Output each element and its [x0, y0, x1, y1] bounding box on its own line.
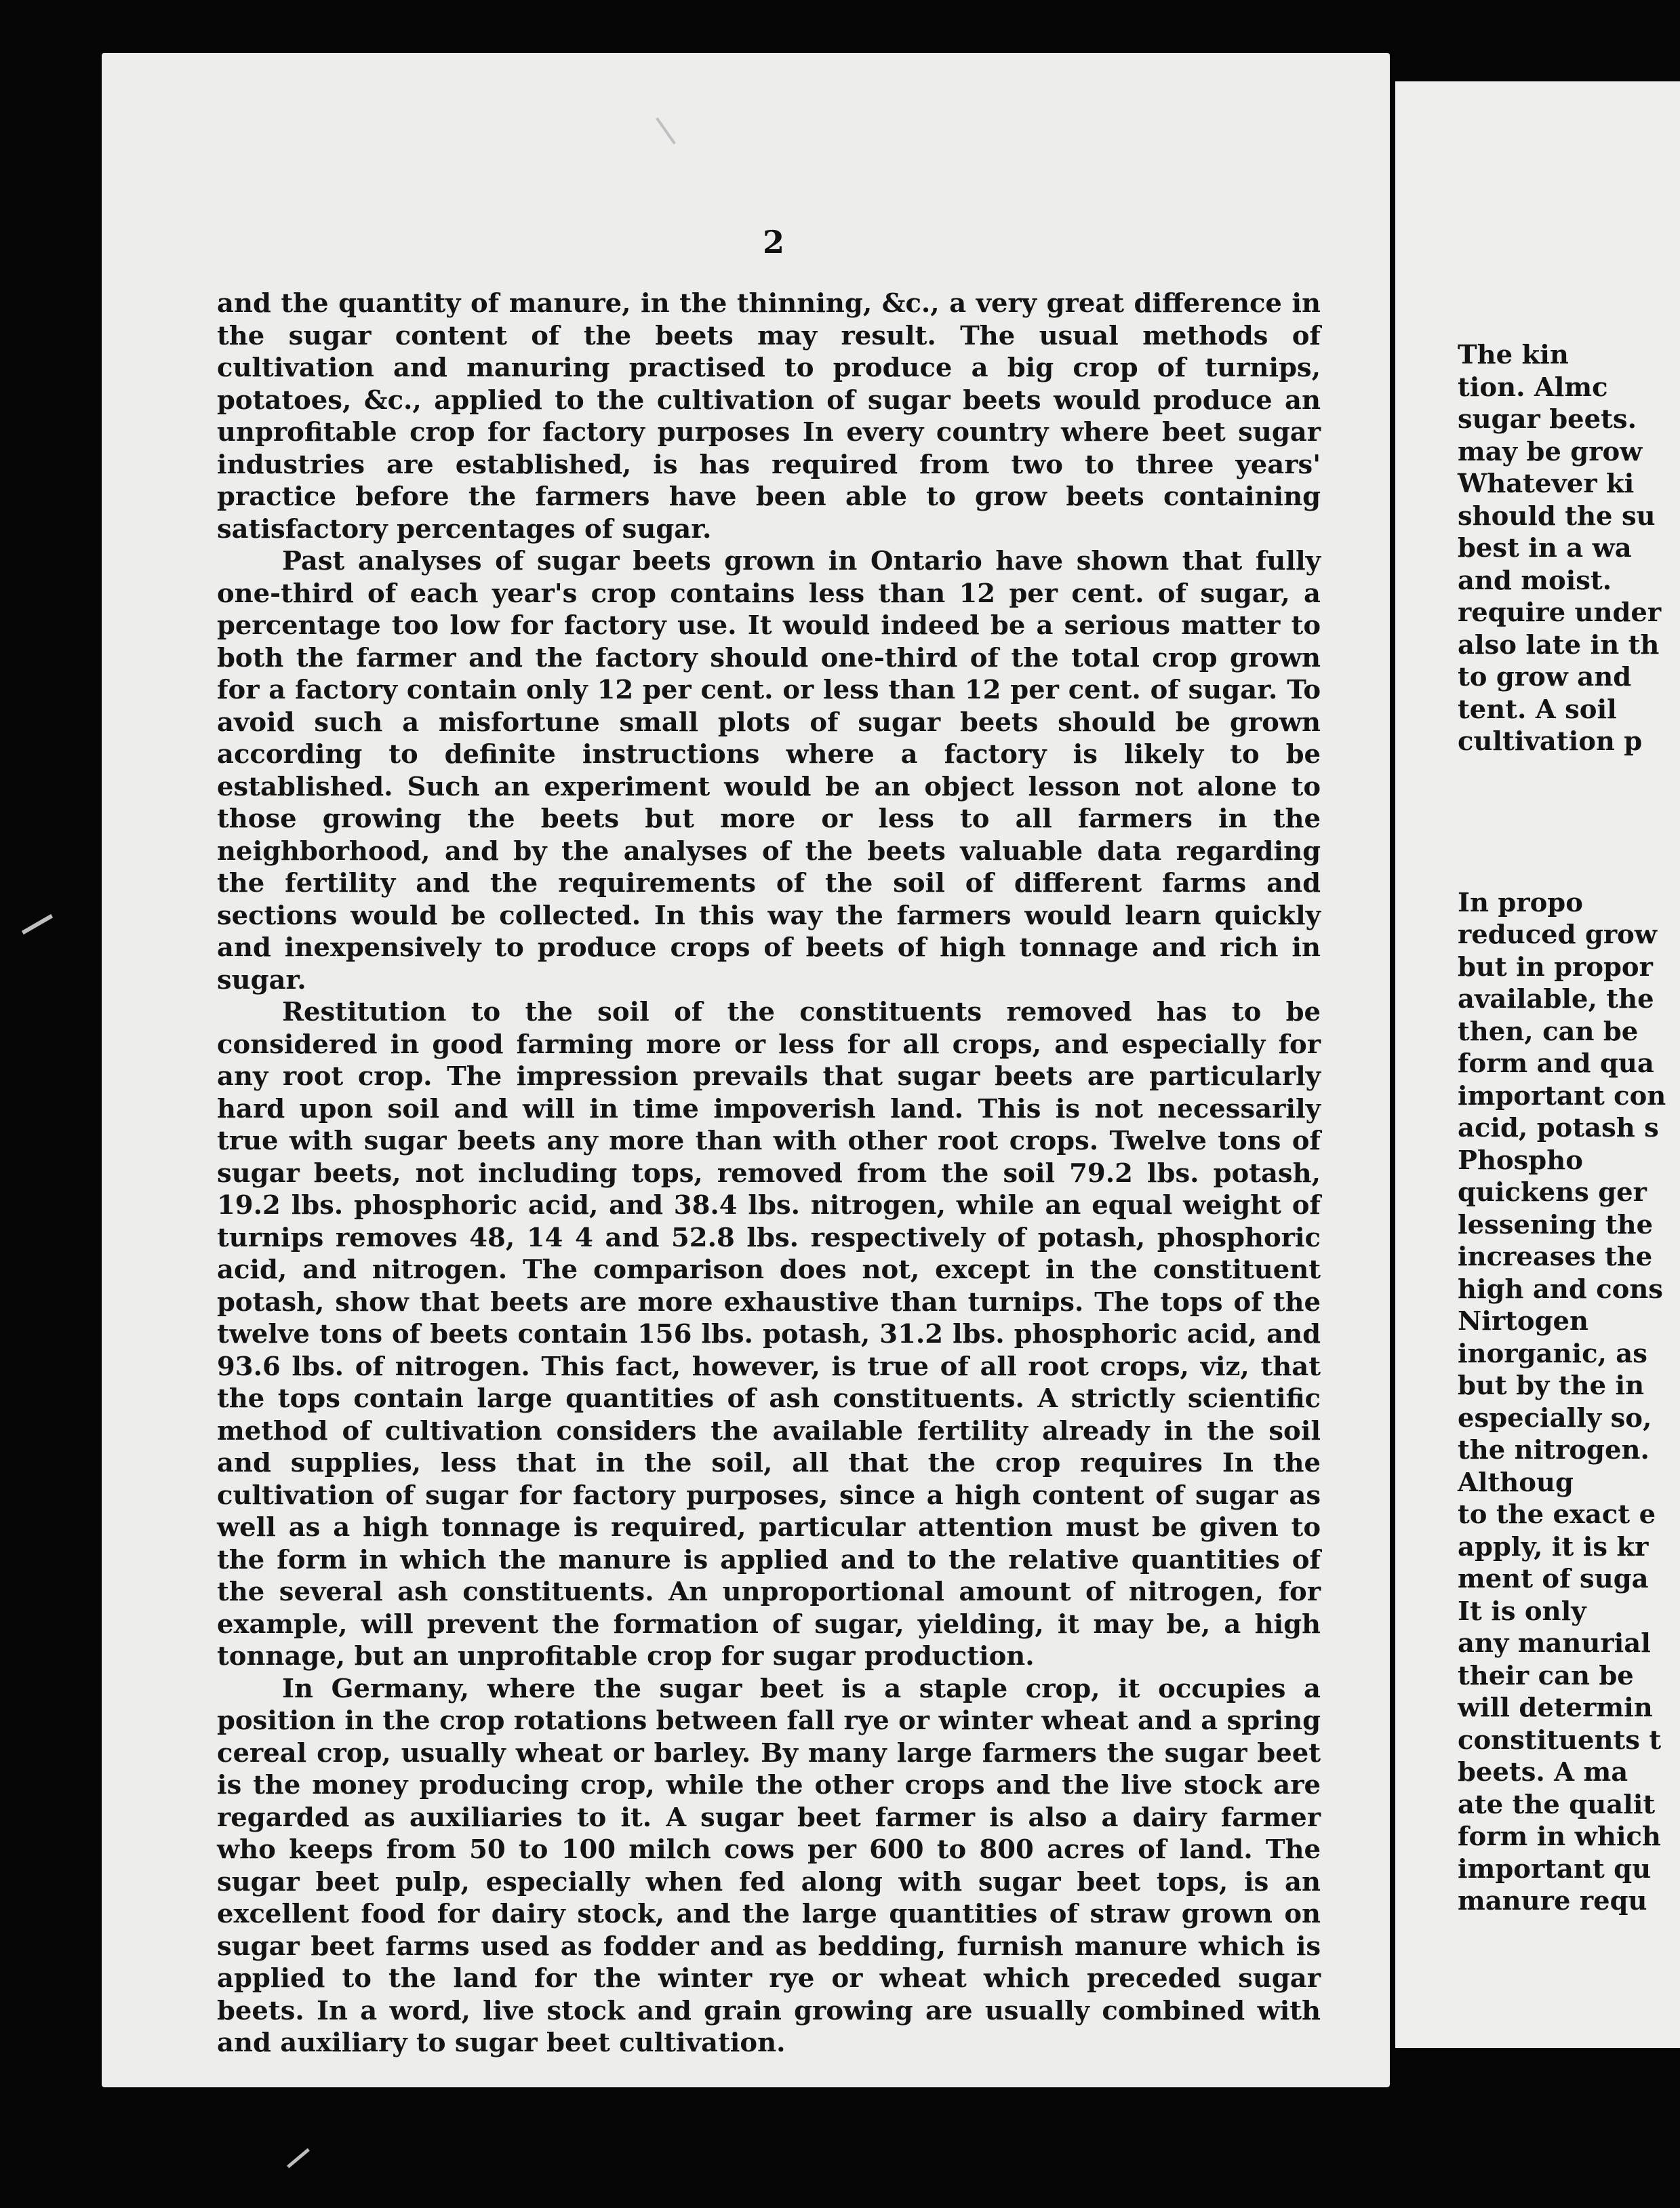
scan-mark: [22, 914, 53, 934]
right-text-line: but by the in: [1458, 1371, 1645, 1401]
page-number: 2: [763, 224, 785, 260]
right-text-line: Althoug: [1458, 1467, 1574, 1498]
right-text-line: quickens ger: [1458, 1177, 1647, 1208]
right-text-line: acid, potash s: [1458, 1113, 1659, 1143]
right-text-line: the nitrogen.: [1458, 1435, 1649, 1465]
right-text-line: ment of suga: [1458, 1564, 1649, 1594]
right-text-line: beets. A ma: [1458, 1757, 1628, 1788]
right-text-line: tent. A soil: [1458, 694, 1617, 725]
right-text-line: also late in th: [1458, 629, 1660, 661]
right-text-line: ate the qualit: [1458, 1789, 1656, 1820]
right-text-block-1: [1458, 339, 1661, 758]
right-text-line: In propo: [1458, 887, 1583, 918]
right-text-line: reduced grow: [1458, 920, 1657, 950]
right-text-line: any manurial: [1458, 1628, 1651, 1659]
main-text: [217, 288, 1321, 2059]
right-text-line: tion. Almc: [1458, 372, 1608, 403]
right-text-line: require under: [1458, 597, 1662, 628]
right-text-line: will determin: [1458, 1693, 1653, 1723]
right-text-line: increases the: [1458, 1242, 1653, 1272]
right-text-line: high and cons: [1458, 1274, 1663, 1305]
right-text-line: available, the: [1458, 984, 1654, 1014]
right-text-line: The kin: [1458, 340, 1569, 370]
paragraph: Past analyses of sugar beets grown in Ontario have shown that fully one-third of each year's crop contains less than 12 per cent. of sugar, a percentage too low for factory use. It would indeed be a serious matter to both the farmer and the factory should one-third of the total crop grown for a factory contain only 12 per cent. or less than 12 per cent. of sugar. To avoid such a misfortune small plots of sugar beets should be grown according to definite instructions where a factory is likely to be established. Such an experiment would be an object lesson not alone to those growing the beets but more or less to all farmers in the neighborhood, and by the analyses of the beets valuable data regarding the fertility and the requirements of the soil of different farms and sections would be collected. In this way the farmers would learn quickly and inexpensively to produce crops of beets of high tonnage and rich in sugar.: [217, 546, 1321, 995]
right-text-line: sugar beets.: [1458, 404, 1637, 435]
paragraph: Restitution to the soil of the constituents removed has to be considered in good farming more or less for all crops, and especially for any root crop. The impression prevails that sugar beets are particularly hard upon soil and will in time impoverish land. This is not necessarily true with sugar beets any more than with other root crops. Twelve tons of sugar beets, not including tops, removed from the soil 79.2 lbs. potash, 19.2 lbs. phosphoric acid, and 38.4 lbs. nitrogen, while an equal weight of turnips removes 48, 14 4 and 52.8 lbs. respectively of potash, phosphoric acid, and nitrogen. The comparison does not, except in the constituent potash, show that beets are more exhaustive than turnips. The tops of the twelve tons of beets contain 156 lbs. potash, 31.2 lbs. phosphoric acid, and 93.6 lbs. of nitrogen. This fact, however, is true of all root crops, viz, that the tops contain large quantities of ash constituents. A strictly scientific method of cultivation considers the available fertility already in the soil and supplies, less that in the soil, all that the crop requires In the cultivation of sugar for factory purposes, since a high content of sugar as well as a high tonnage is required, particular attention must be given to the form in which the manure is applied and to the relative quantities of the several ash constituents. An unproportional amount of nitrogen, for example, will prevent the formation of sugar, yielding, it may be, a high tonnage, but an unprofitable crop for sugar production.: [217, 997, 1321, 1672]
right-text-line: constituents t: [1458, 1724, 1662, 1756]
right-text-line: their can be: [1458, 1660, 1634, 1691]
right-text-block-2: [1458, 887, 1666, 1918]
scan-mark: [287, 2148, 310, 2169]
right-text-line: inorganic, as: [1458, 1338, 1647, 1369]
right-text-line: may be grow: [1458, 436, 1643, 467]
right-text-line: Nirtogen: [1458, 1306, 1588, 1337]
right-text-line: and moist.: [1458, 565, 1612, 596]
right-page-text: [1458, 339, 1666, 1918]
right-text-line: lessening the: [1458, 1209, 1654, 1240]
right-text-line: to grow and: [1458, 662, 1632, 692]
right-text-line: apply, it is kr: [1458, 1531, 1649, 1562]
right-text-line: cultivation p: [1458, 726, 1643, 757]
right-text-line: especially so,: [1458, 1402, 1652, 1434]
right-text-line: form in which: [1458, 1821, 1661, 1852]
right-text-line: Whatever ki: [1458, 469, 1635, 499]
right-text-line: It is only: [1458, 1596, 1586, 1627]
right-text-line: important qu: [1458, 1853, 1652, 1885]
right-text-line: manure requ: [1458, 1886, 1647, 1916]
right-text-line: best in a wa: [1458, 533, 1632, 564]
right-text-line: to the exact e: [1458, 1499, 1656, 1530]
right-text-line: then, can be: [1458, 1016, 1639, 1047]
right-text-line: form and qua: [1458, 1048, 1654, 1079]
paragraph: and the quantity of manure, in the thinning, &c., a very great difference in the sugar content of the beets may result. The usual methods of cultivation and manuring practised to produce a big crop of turnips, potatoes, &c., applied to the cultivation of sugar beets would produce an unprofitable crop for factory purposes In every country where beet sugar industries are established, is has required from two to three years' practice before the farmers have been able to grow beets containing satisfactory percentages of sugar.: [217, 288, 1321, 545]
right-text-line: Phospho: [1458, 1145, 1583, 1176]
right-text-line: but in propor: [1458, 951, 1653, 983]
right-text-line: should the su: [1458, 500, 1656, 532]
paragraph: In Germany, where the sugar beet is a staple crop, it occupies a position in the crop rotations between fall rye or winter wheat and a spring cereal crop, usually wheat or barley. By many large farmers the sugar beet is the money producing crop, while the other crops and the live stock are regarded as auxiliaries to it. A sugar beet farmer is also a dairy farmer who keeps from 50 to 100 milch cows per 600 to 800 acres of land. The sugar beet pulp, especially when fed along with sugar beet tops, is an excellent food for dairy stock, and the large quantities of straw grown on sugar beet farms used as fodder and as bedding, furnish manure which is applied to the land for the winter rye or wheat which preceded sugar beets. In a word, live stock and grain growing are usually combined with and auxiliary to sugar beet cultivation.: [217, 1673, 1321, 2058]
right-text-line: important con: [1458, 1080, 1666, 1111]
